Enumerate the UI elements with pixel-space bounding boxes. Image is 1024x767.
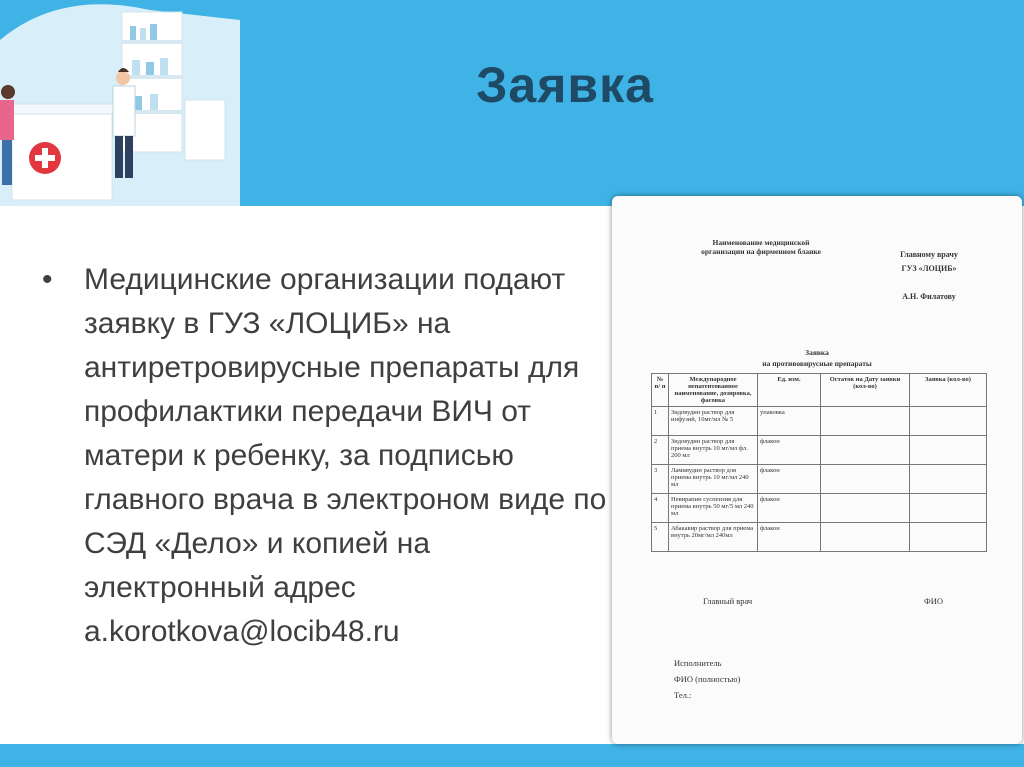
table-row xyxy=(652,494,987,523)
bullet-item xyxy=(42,258,612,654)
table-cell: флакон xyxy=(758,523,821,552)
header-cell: Международное непатентованное наименование, дозировка, фасовка xyxy=(669,374,758,407)
bullet-dot-icon: • xyxy=(42,263,53,296)
table-cell: упаковка xyxy=(758,407,821,436)
table-cell: флакон xyxy=(758,436,821,465)
signature-label: Главный врач xyxy=(703,596,753,606)
header-cell: Заявка (кол-во) xyxy=(910,374,987,407)
table-row xyxy=(652,407,987,436)
table-cell: 2 xyxy=(652,436,669,465)
table-cell xyxy=(821,465,910,494)
table-cell xyxy=(910,407,987,436)
table-row xyxy=(652,523,987,552)
table-cell xyxy=(821,436,910,465)
header-cell: № п/ п xyxy=(652,374,669,407)
table-cell xyxy=(910,436,987,465)
table-cell xyxy=(821,407,910,436)
table-cell: Невирапин суспензия для приема внутрь 50 мг/5 мл 240 мл xyxy=(669,494,758,523)
form-title: Заявка xyxy=(805,348,829,357)
table-cell xyxy=(910,494,987,523)
executor-fio: ФИО (полностью) xyxy=(674,674,741,684)
table-cell: 4 xyxy=(652,494,669,523)
recipient-line1: Главному врачу xyxy=(900,250,958,259)
table-header-row xyxy=(652,374,987,407)
request-form-image xyxy=(612,196,1022,744)
header-cell: Остаток на Дату заявки (кол-во) xyxy=(821,374,910,407)
table-cell xyxy=(821,523,910,552)
table-cell xyxy=(821,494,910,523)
org-label: Наименование медицинской организации на фирменном бланке xyxy=(701,238,821,256)
table-cell: флакон xyxy=(758,465,821,494)
table-row xyxy=(652,436,987,465)
body-text xyxy=(42,258,612,654)
table-cell: Абакавир раствор для приема внутрь 20мг/мл 240мл xyxy=(669,523,758,552)
recipient-line2: ГУЗ «ЛОЦИБ» xyxy=(901,264,957,273)
table-cell: 3 xyxy=(652,465,669,494)
pharmacy-illustration xyxy=(0,0,240,206)
table-cell: флакон xyxy=(758,494,821,523)
table-cell: Ламивудин раствор для приема внутрь 10 мг/мл 240 мл xyxy=(669,465,758,494)
recipient-name: А.Н. Филатову xyxy=(902,292,956,301)
slide-title: Заявка xyxy=(476,57,654,113)
table-cell: Зидовудин раствор для приема внутрь 10 мг/мл фл. 200 мл xyxy=(669,436,758,465)
bullet-text: Медицинские организации подают заявку в ГУЗ «ЛОЦИБ» на антиретровирусные препараты для профилактики передачи ВИЧ от матери к ребенку, за подписью главного врача в электроном виде по СЭД «Дело» и копией на электронный адрес a.korotkova@locib48.ru xyxy=(84,263,607,648)
request-table xyxy=(651,373,987,552)
executor-phone: Тел.: xyxy=(674,690,692,700)
executor-label: Исполнитель xyxy=(674,658,722,668)
form-subtitle: на противовирусные препараты xyxy=(762,359,872,368)
table-cell: 5 xyxy=(652,523,669,552)
table-row xyxy=(652,465,987,494)
table-cell xyxy=(910,523,987,552)
signature-fio: ФИО xyxy=(924,596,943,606)
table-cell xyxy=(910,465,987,494)
bottom-footer-band xyxy=(0,744,1024,767)
table-cell: 1 xyxy=(652,407,669,436)
header-cell: Ед. изм. xyxy=(758,374,821,407)
table-cell: Зидовудин раствор для инфузий, 10мг/мл № 5 xyxy=(669,407,758,436)
